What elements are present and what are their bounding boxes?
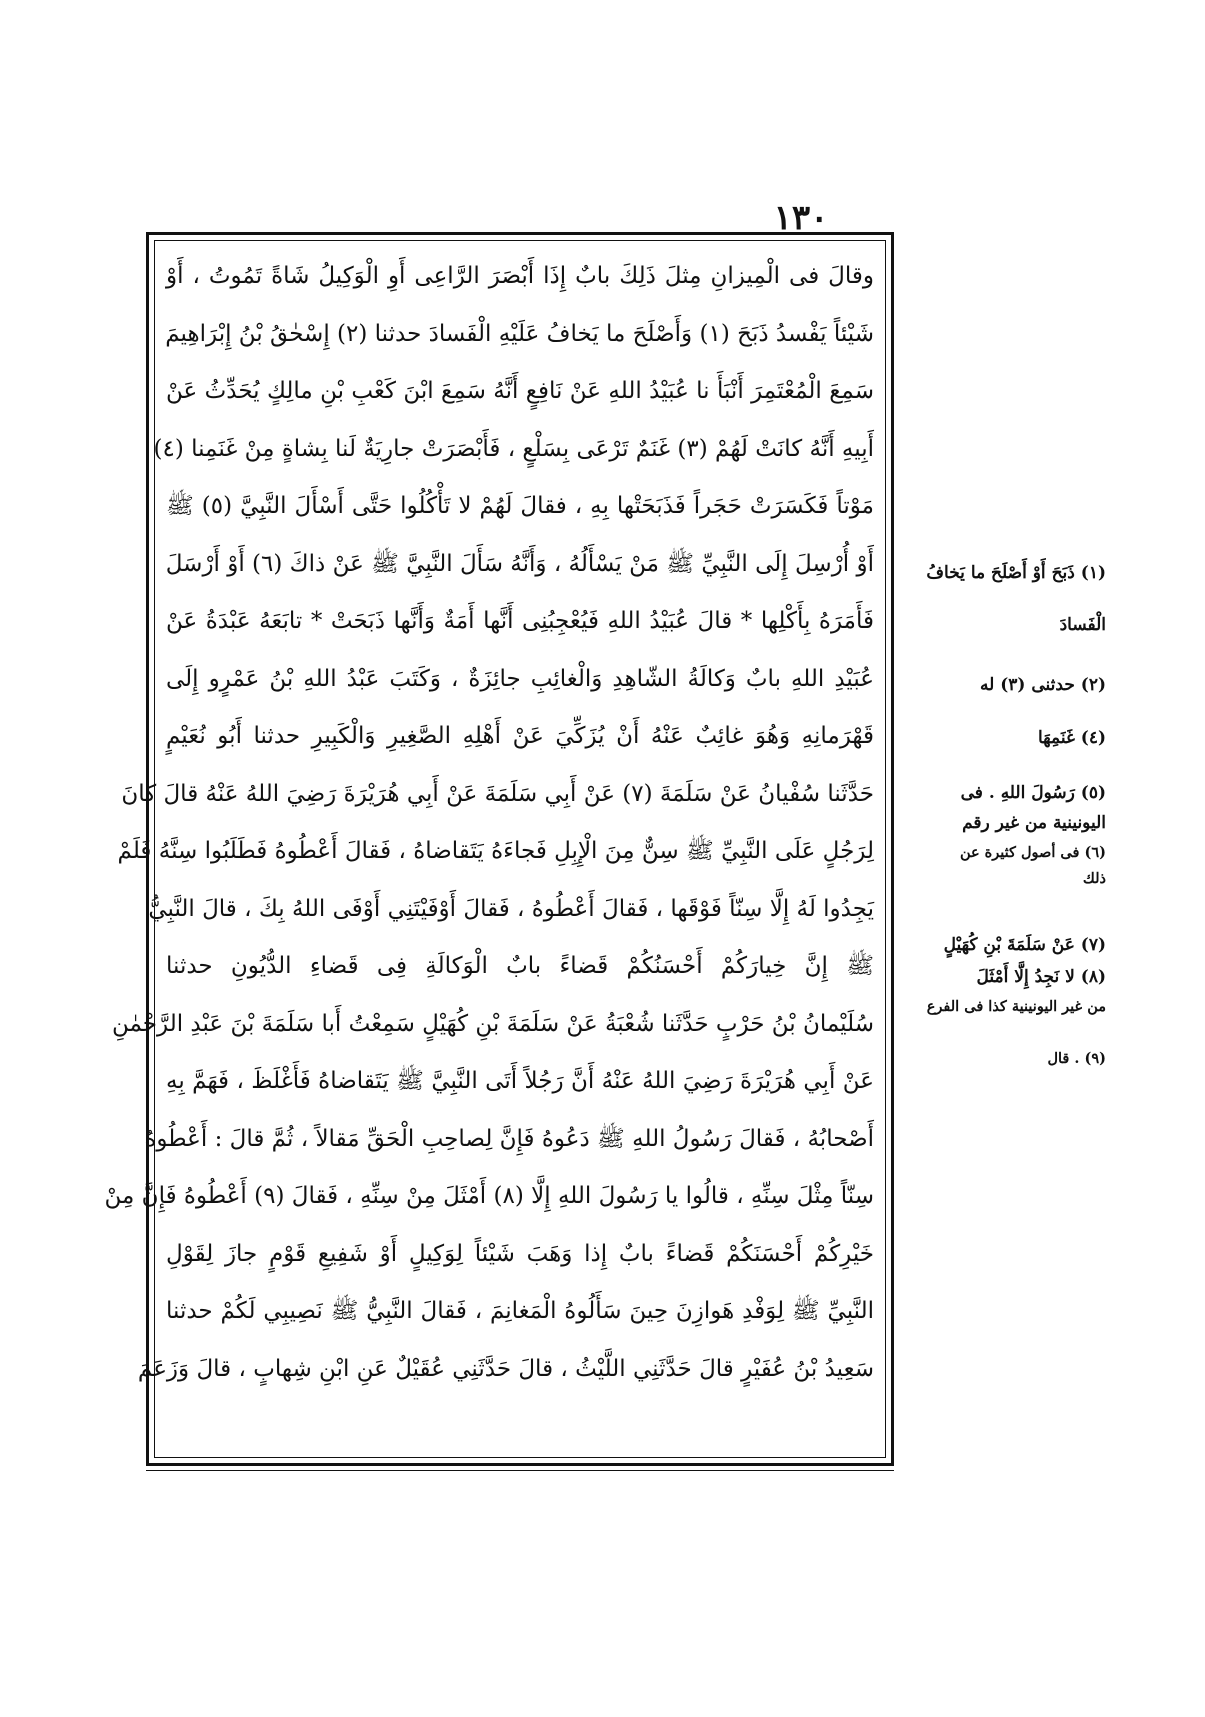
main-text-block bbox=[104, 248, 874, 1448]
text-line: سَمِعَ الْمُعْتَمِرَ أَنْبَأَ نا عُبَيْدُ اللهِ عَنْ نَافِعٍ أَنَّهُ سَمِعَ ابْنَ كَعْبِ بْنِ مالِكٍ يُحَدِّثُ عَنْ bbox=[166, 378, 874, 404]
frame-bottom-rule bbox=[146, 1470, 894, 1471]
page-number: ١٣٠ bbox=[773, 198, 829, 238]
text-line: النَّبِيِّ ﷺ لِوَفْدِ هَوازِنَ حِينَ سَأَلُوهُ الْمَغانِمَ ، فَقالَ النَّبِيُّ ﷺ نَصِيبِي لَكُمْ حدثنا bbox=[166, 1298, 874, 1324]
text-line: يَجِدُوا لَهُ إِلَّا سِنّاً فَوْقَها ، فَقالَ أَعْطُوهُ ، فَقالَ أَوْفَيْتَنِي أَوْفَى اللهُ بِكَ ، قالَ النَّبِيُّ bbox=[148, 895, 874, 922]
margin-note-8: (٨) لا نَجِدُ إِلَّا أَمْثَلَ bbox=[976, 967, 1106, 987]
text-line: مَوْتاً فَكَسَرَتْ حَجَراً فَذَبَحَتْها بِهِ ، فقالَ لَهُمْ لا تَأْكُلُوا حَتَّى أَسْأَلَ النَّبِيَّ (٥) ﷺ bbox=[166, 493, 874, 519]
text-line: عَنْ أَبِي هُرَيْرَةَ رَضِيَ اللهُ عَنْهُ أَنَّ رَجُلاً أَتَى النَّبِيَّ ﷺ يَتَقاضاهُ فَأَغْلَظَ ، فَهَمَّ بِهِ bbox=[166, 1068, 874, 1094]
text-line: عُبَيْدِ اللهِ بابٌ وَكالَةُ الشّاهِدِ وَالْغائِبِ جائِزَةٌ ، وَكَتَبَ عَبْدُ اللهِ بْنُ عَمْرٍو إِلَى bbox=[166, 665, 874, 692]
text-line: خَيْرِكُمْ أَحْسَنَكُمْ قَضاءً بابٌ إِذا وَهَبَ شَيْئاً لِوَكِيلٍ أَوْ شَفِيعِ قَوْمٍ جازَ لِقَوْلِ bbox=[166, 1240, 874, 1267]
margin-note-1-cont: الْفَسادَ bbox=[1059, 615, 1106, 635]
margin-note-5-cont: اليونينية من غير رقم bbox=[962, 813, 1106, 833]
margin-note-7: (٧) عَنْ سَلَمَةَ بْنِ كُهَيْلٍ bbox=[943, 935, 1106, 955]
text-line: لِرَجُلٍ عَلَى النَّبِيِّ ﷺ سِنٌّ مِنَ الْإِبِلِ فَجاءَهُ يَتَقاضاهُ ، فَقالَ أَعْطُوهُ فَطَلَبُوا سِنَّهُ فَلَمْ bbox=[117, 838, 874, 864]
text-line: شَيْئاً يَفْسدُ ذَبَحَ (١) وَأَصْلَحَ ما يَخافُ عَلَيْهِ الْفَسادَ حدثنا (٢) إِسْحٰقُ بْنُ إِبْرَاهِيمَ bbox=[165, 320, 874, 347]
text-line: ﷺ إِنَّ خِيارَكُمْ أَحْسَنُكُمْ قَضاءً بابٌ الْوَكالَةِ فِى قَضاءِ الدُّيُونِ حدثنا bbox=[166, 953, 874, 979]
text-line: حَدَّثَنا سُفْيانُ عَنْ سَلَمَةَ (٧) عَنْ أَبِي سَلَمَةَ عَنْ أَبِي هُرَيْرَةَ رَضِيَ اللهُ عَنْهُ قالَ كانَ bbox=[121, 780, 874, 807]
margin-note-6: (٦) فى أصول كثيرة عن bbox=[959, 844, 1106, 861]
text-line: أَوْ أُرْسِلَ إِلَى النَّبِيِّ ﷺ مَنْ يَسْأَلُهُ ، وَأَنَّهُ سَأَلَ النَّبِيَّ ﷺ عَنْ ذاكَ (٦) أَوْ أَرْسَلَ bbox=[165, 550, 874, 577]
text-line: سِنّاً مِثْلَ سِنِّهِ ، قالُوا يا رَسُولَ اللهِ إِلَّا (٨) أَمْثَلَ مِنْ سِنِّهِ ، فَقالَ (٩) أَعْطُوهُ فَإِنَّ مِنْ bbox=[104, 1183, 874, 1209]
text-line: أَصْحابُهُ ، فَقالَ رَسُولُ اللهِ ﷺ دَعُوهُ فَإِنَّ لِصاحِبِ الْحَقِّ مَقالاً ، ثُمَّ قالَ : أَعْطُوهُ bbox=[144, 1125, 874, 1152]
text-line: قَهْرَمانِهِ وَهُوَ غائِبٌ عَنْهُ أَنْ يُزَكِّيَ عَنْ أَهْلِهِ الصَّغِيرِ وَالْكَبِيرِ حدثنا أَبُو نُعَيْمٍ bbox=[166, 723, 874, 749]
margin-note-5: (٥) رَسُولَ اللهِ . فى bbox=[960, 783, 1106, 803]
text-line: سُلَيْمانُ بْنُ حَرْبٍ حَدَّثَنا شُعْبَةُ عَنْ سَلَمَةَ بْنِ كُهَيْلٍ سَمِعْتُ أَبا سَلَمَةَ بْنَ عَبْدِ الرَّحْمٰنِ bbox=[111, 1010, 874, 1037]
margin-note-9: (٩) . قال bbox=[1047, 1050, 1106, 1067]
text-line: وقالَ فى الْمِيزانِ مِثلَ ذَلِكَ بابٌ إِذَا أَبْصَرَ الرَّاعِى أَوِ الْوَكِيلُ شَاةً تَمُوتُ ، أَوْ bbox=[166, 263, 874, 289]
text-line: أَبِيهِ أَنَّهُ كانَتْ لَهُمْ (٣) غَنَمٌ تَرْعَى بِسَلْعٍ ، فَأَبْصَرَتْ جارِيَةٌ لَنا بِشاةٍ مِنْ غَنَمِنا (٤) bbox=[153, 435, 874, 462]
text-line: فَأَمَرَهُ بِأَكْلِها * قالَ عُبَيْدُ اللهِ فَيُعْجِبُنِى أَنَّها أَمَةٌ وَأَنَّها ذَبَحَتْ * تابَعَهُ عَبْدَةُ عَنْ bbox=[166, 608, 874, 634]
margin-note-6-cont: ذلك bbox=[1082, 870, 1106, 887]
margin-note-4: (٤) غَنَمِهَا bbox=[1037, 728, 1106, 748]
margin-note-1: (١) ذَبَحَ أَوْ أَصْلَحَ ما يَخافُ bbox=[926, 563, 1106, 583]
margin-note-2-3: (٢) حدثنى (٣) له bbox=[980, 675, 1106, 695]
text-line: سَعِيدُ بْنُ عُفَيْرٍ قالَ حَدَّثَنِي اللَّيْثُ ، قالَ حَدَّثَنِي عُقَيْلٌ عَنِ ابْنِ شِهابٍ ، قالَ وَزَعَمَ bbox=[137, 1355, 874, 1382]
margin-note-8-cont: من غير اليونينية كذا فى الفرع bbox=[926, 998, 1106, 1015]
